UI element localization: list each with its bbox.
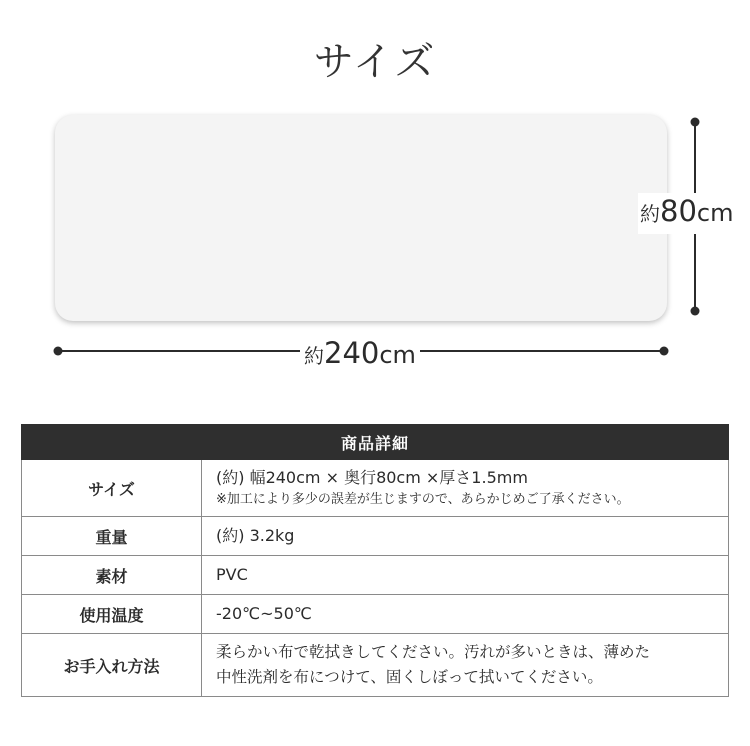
depth-value: 80 xyxy=(660,194,697,228)
depth-dimension-bottom-dot xyxy=(691,307,700,316)
table-row xyxy=(22,517,729,556)
depth-unit: cm xyxy=(696,199,734,227)
temperature-label: 使用温度 xyxy=(22,595,202,634)
care-line-1: 柔らかい布で乾拭きしてください。汚れが多いときは、薄めた xyxy=(216,643,651,661)
depth-prefix: 約 xyxy=(640,202,660,226)
weight-value: (約) 3.2kg xyxy=(202,517,729,556)
weight-label: 重量 xyxy=(22,517,202,556)
width-dimension-left-dot xyxy=(54,347,63,356)
care-label: お手入れ方法 xyxy=(22,634,202,697)
width-dimension-right-dot xyxy=(660,347,669,356)
table-row xyxy=(22,460,729,517)
width-prefix: 約 xyxy=(304,344,324,368)
table-header-row xyxy=(22,425,729,460)
width-unit: cm xyxy=(379,341,416,369)
size-value-cell xyxy=(202,460,729,517)
care-value-cell xyxy=(202,634,729,697)
size-label: サイズ xyxy=(22,460,202,517)
material-value: PVC xyxy=(202,556,729,595)
care-line-2: 中性洗剤を布につけて、固くしぼって拭いてください。 xyxy=(216,668,603,686)
page-title: サイズ xyxy=(313,39,437,85)
depth-dimension-label xyxy=(638,193,735,234)
size-note: ※加工により多少の誤差が生じますので、あらかじめご了承ください。 xyxy=(216,492,630,507)
table-row xyxy=(22,634,729,697)
temperature-value: -20℃~50℃ xyxy=(202,595,729,634)
table-row xyxy=(22,595,729,634)
table-header: 商品詳細 xyxy=(22,425,729,460)
width-value: 240 xyxy=(324,336,380,370)
size-value: (約) 幅240cm × 奥行80cm ×厚さ1.5mm xyxy=(216,468,528,487)
material-label: 素材 xyxy=(22,556,202,595)
width-dimension-label xyxy=(300,335,420,376)
table-row xyxy=(22,556,729,595)
depth-dimension-top-dot xyxy=(691,118,700,127)
product-details-table xyxy=(21,424,729,697)
